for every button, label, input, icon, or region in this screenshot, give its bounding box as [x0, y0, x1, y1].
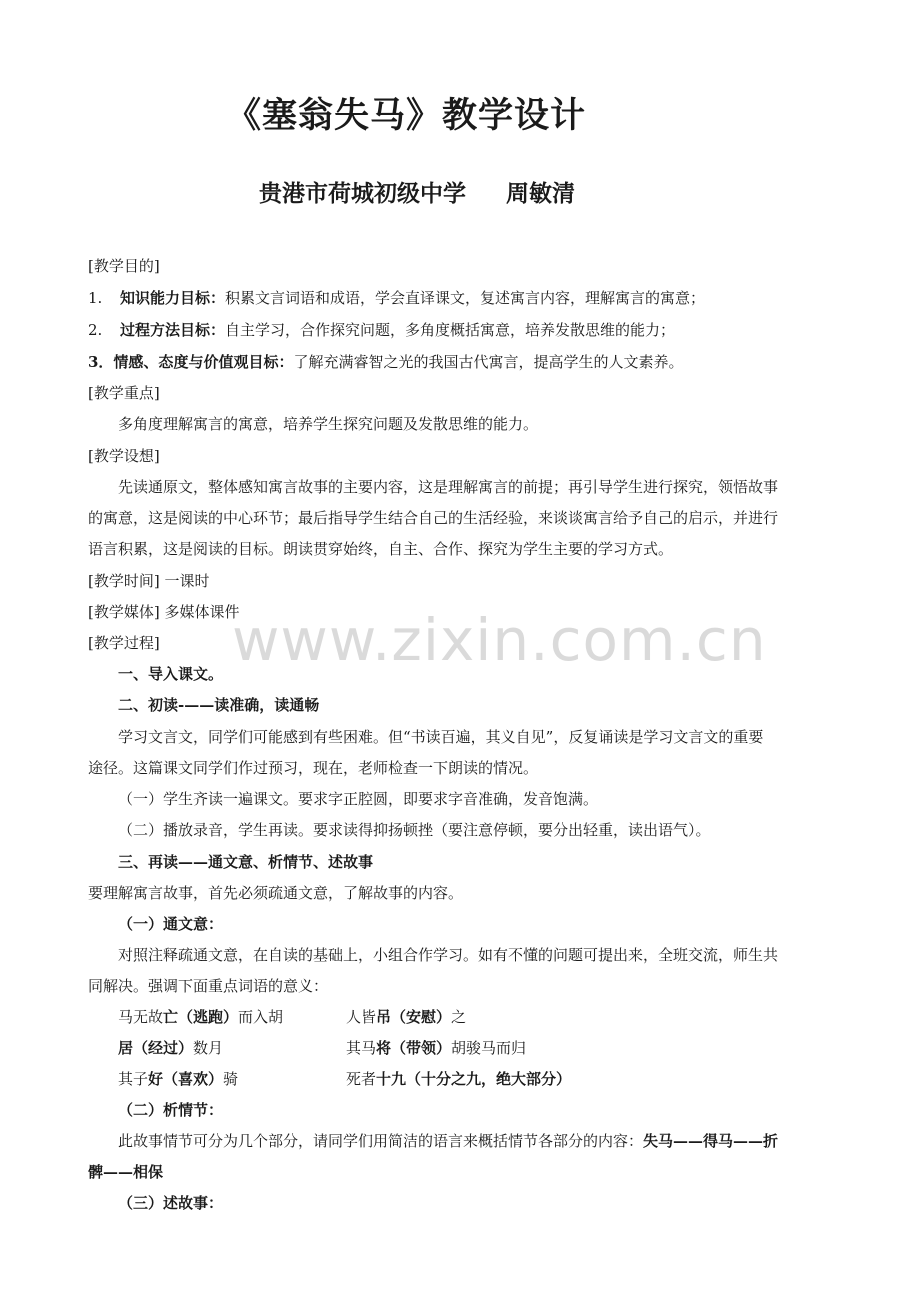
- vocab-pre: 马无故: [118, 1008, 164, 1026]
- vocab-row-3: [118, 1069, 864, 1089]
- goal-2: [88, 320, 834, 340]
- goal-3: [88, 352, 834, 372]
- step-3-intro: 要理解寓言故事，首先必须疏通文意，了解故事的内容。: [88, 884, 464, 902]
- goal-1-text: 积累文言词语和成语，学会直译课文，复述寓言内容，理解寓言的寓意；: [225, 289, 706, 307]
- vocab-pre: 其子: [118, 1070, 149, 1088]
- media-row: [88, 602, 834, 622]
- step-2-para-line-2: 途径。这篇课文同学们作过预习，现在，老师检查一下朗读的情况。: [88, 759, 539, 777]
- goal-3-text: 了解充满睿智之光的我国古代寓言，提高学生的人文素养。: [293, 353, 684, 371]
- vocab-item: [118, 1039, 223, 1057]
- vocab-word: 十九（十分之九，绝大部分）: [376, 1070, 572, 1088]
- sub-2-para-line-1: [118, 1131, 864, 1151]
- sub-2-para-line-2: 髀——相保: [88, 1163, 164, 1181]
- goals-heading: [教学目的]: [88, 257, 160, 275]
- goal-1: [88, 288, 834, 308]
- step-3: 三、再读——通文意、析情节、述故事: [118, 853, 374, 871]
- process-heading: [教学过程]: [88, 634, 160, 652]
- vocab-row-1: [118, 1007, 864, 1027]
- document-title: 《塞翁失马》教学设计: [226, 95, 587, 136]
- byline: [259, 175, 575, 208]
- school-name: 贵港市荷城初级中学: [259, 180, 466, 207]
- sub-2-plot-summary: 失马——得马——折: [643, 1132, 779, 1150]
- vocab-word: 居（经过）: [118, 1039, 194, 1057]
- sub-1-para-line-1: 对照注释疏通文意，在自读的基础上，小组合作学习。如有不懂的问题可提出来，全班交流，师生共: [118, 946, 779, 964]
- vocab-post: 而入胡: [238, 1008, 284, 1026]
- vocab-word: 亡（逃跑）: [163, 1008, 239, 1026]
- vocab-item: [346, 1069, 571, 1089]
- author-name: 周敏清: [506, 180, 575, 207]
- step-2-item-2: （二）播放录音，学生再读。要求读得抑扬顿挫（要注意停顿，要分出轻重，读出语气）。: [118, 821, 711, 839]
- sub-2-para-text: 此故事情节可分为几个部分，请同学们用简洁的语言来概括情节各部分的内容：: [118, 1132, 644, 1150]
- vocab-item: [118, 1008, 283, 1026]
- vocab-post: 之: [451, 1008, 467, 1026]
- step-1: 一、导入课文。: [118, 665, 224, 683]
- vocab-pre: 其马: [346, 1039, 377, 1057]
- goal-2-text: 自主学习，合作探究问题，多角度概括寓意，培养发散思维的能力；: [225, 321, 676, 339]
- idea-line-3: 语言积累，这是阅读的目标。朗读贯穿始终，自主、合作、探究为学生主要的学习方式。: [88, 540, 674, 558]
- step-2: 二、初读-——读准确，读通畅: [118, 696, 320, 714]
- vocab-post: 胡骏马而归: [451, 1039, 527, 1057]
- goal-2-number: 2.: [88, 321, 103, 339]
- vocab-word: 吊（安慰）: [376, 1008, 452, 1026]
- key-text: 多角度理解寓言的寓意，培养学生探究问题及发散思维的能力。: [118, 415, 539, 433]
- vocab-item: [118, 1070, 238, 1088]
- step-2-para-line-1: 学习文言文，同学们可能感到有些困难。但“书读百遍，其义自见”，反复诵读是学习文言文的重要: [118, 728, 764, 746]
- vocab-item: [346, 1038, 526, 1058]
- vocab-pre: 人皆: [346, 1008, 377, 1026]
- media-heading: [教学媒体]: [88, 603, 160, 621]
- vocab-post: 骑: [223, 1070, 239, 1088]
- sub-2-heading: （二）析情节：: [118, 1101, 224, 1119]
- goal-1-number: 1.: [88, 289, 103, 307]
- idea-line-2: 的寓意，这是阅读的中心环节；最后指导学生结合自己的生活经验，来谈谈寓言给予自己的启示，并进行: [88, 509, 779, 527]
- vocab-item: [346, 1007, 466, 1027]
- sub-3-heading: （三）述故事：: [118, 1194, 224, 1212]
- goal-3-label: 3．情感、态度与价值观目标：: [88, 353, 294, 371]
- time-text: 一课时: [164, 572, 210, 590]
- vocab-word: 好（喜欢）: [148, 1070, 224, 1088]
- time-row: [88, 571, 834, 591]
- sub-1-para-line-2: 同解决。强调下面重点词语的意义：: [88, 977, 329, 995]
- key-heading: [教学重点]: [88, 384, 160, 402]
- step-2-item-1: （一）学生齐读一遍课文。要求字正腔圆，即要求字音准确，发音饱满。: [118, 790, 599, 808]
- goal-2-label: 过程方法目标：: [120, 321, 226, 339]
- vocab-row-2: [118, 1038, 864, 1058]
- vocab-pre: 死者: [346, 1070, 377, 1088]
- watermark: www.zixin.com.cn: [232, 606, 767, 674]
- vocab-post: 数月: [193, 1039, 224, 1057]
- goal-1-label: 知识能力目标：: [120, 289, 226, 307]
- media-text: 多媒体课件: [164, 603, 240, 621]
- time-heading: [教学时间]: [88, 572, 160, 590]
- idea-line-1: 先读通原文，整体感知寓言故事的主要内容，这是理解寓言的前提；再引导学生进行探究，领悟故事: [118, 478, 779, 496]
- vocab-word: 将（带领）: [376, 1039, 452, 1057]
- idea-heading: [教学设想]: [88, 447, 160, 465]
- sub-1-heading: （一）通文意：: [118, 915, 224, 933]
